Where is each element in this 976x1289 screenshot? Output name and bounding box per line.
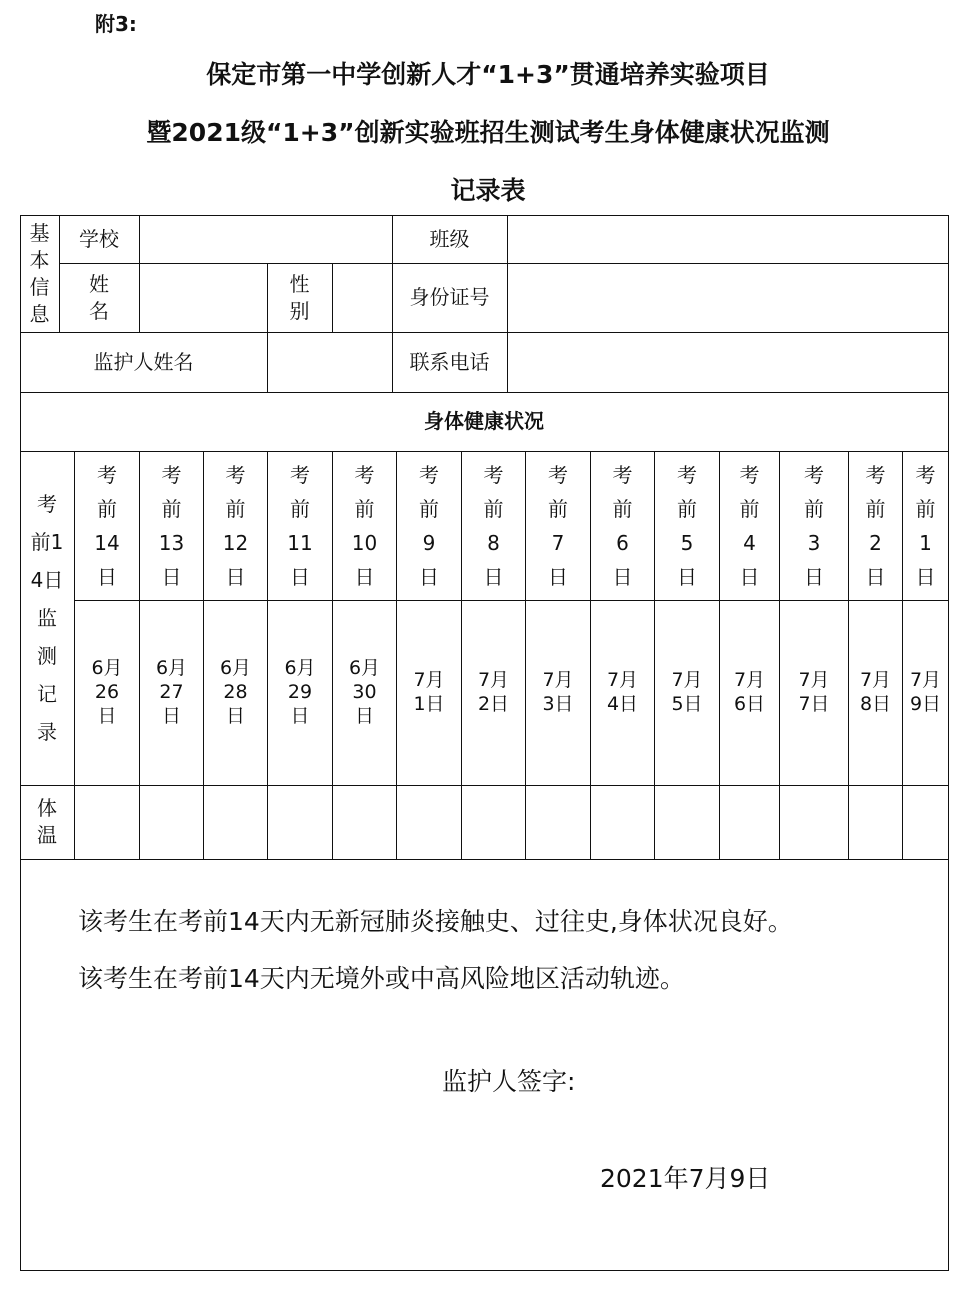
day-header-suffix: 日 xyxy=(225,564,246,589)
day-header-prefix: 考 xyxy=(97,462,117,487)
day-date-cell xyxy=(849,601,902,785)
id-number-label: 身份证号 xyxy=(409,285,490,309)
day-header-mid: 前 xyxy=(612,496,633,521)
day-date: 6月27日 xyxy=(155,657,188,727)
day-header-9 xyxy=(591,452,654,600)
day-header-num: 12 xyxy=(222,530,249,555)
temperature-cell[interactable] xyxy=(591,786,654,859)
temperature-cell[interactable] xyxy=(75,786,139,859)
day-date: 7月3日 xyxy=(542,669,574,715)
day-header-mid: 前 xyxy=(419,496,439,521)
day-date: 7月8日 xyxy=(859,669,892,715)
day-header-num: 9 xyxy=(422,530,436,555)
day-header-13 xyxy=(849,452,902,600)
temperature-cell[interactable] xyxy=(780,786,848,859)
phone-label: 联系电话 xyxy=(409,349,490,374)
name-label: 姓名 xyxy=(89,271,109,323)
day-header-6 xyxy=(397,452,461,600)
day-header-2 xyxy=(140,452,203,600)
day-header-suffix: 日 xyxy=(419,564,439,589)
day-header-mid: 前 xyxy=(354,496,375,521)
temperature-cell[interactable] xyxy=(268,786,332,859)
day-header-14 xyxy=(903,452,948,600)
day-header-8 xyxy=(526,452,590,600)
title-line-2: 暨2021级“1+3”创新实验班招生测试考生身体健康状况监测 xyxy=(146,118,830,147)
day-header-mid: 前 xyxy=(915,496,936,521)
day-header-10 xyxy=(655,452,719,600)
day-header-suffix: 日 xyxy=(612,564,633,589)
guardian-signature-label: 监护人签字: xyxy=(442,1067,576,1096)
temperature-cell[interactable] xyxy=(204,786,267,859)
day-header-suffix: 日 xyxy=(161,564,182,589)
day-header-3 xyxy=(204,452,267,600)
day-date: 7月6日 xyxy=(733,669,766,715)
day-header-1 xyxy=(75,452,139,600)
day-header-num: 2 xyxy=(869,530,882,555)
day-header-suffix: 日 xyxy=(677,564,697,589)
day-header-prefix: 考 xyxy=(865,462,886,487)
day-date-cell xyxy=(526,601,590,785)
day-date-cell xyxy=(397,601,461,785)
day-date: 6月29日 xyxy=(284,657,316,727)
day-header-suffix: 日 xyxy=(483,564,504,589)
day-date: 7月4日 xyxy=(606,669,639,715)
basic-info-section-label: 基本信息 xyxy=(29,221,50,326)
day-date-cell xyxy=(268,601,332,785)
day-header-mid: 前 xyxy=(225,496,246,521)
day-date: 7月2日 xyxy=(477,669,510,715)
day-date-cell xyxy=(720,601,779,785)
day-date: 7月5日 xyxy=(671,669,703,715)
day-date: 7月1日 xyxy=(413,669,445,715)
day-date: 6月28日 xyxy=(219,657,252,727)
day-header-mid: 前 xyxy=(804,496,824,521)
temperature-cell[interactable] xyxy=(655,786,719,859)
day-header-num: 5 xyxy=(680,530,694,555)
attachment-label: 附3: xyxy=(95,12,137,36)
gender-label: 性别 xyxy=(289,271,310,323)
day-header-mid: 前 xyxy=(865,496,886,521)
day-header-7 xyxy=(462,452,525,600)
day-date-cell xyxy=(655,601,719,785)
health-status-heading: 身体健康状况 xyxy=(424,409,544,433)
declaration-line-1: 该考生在考前14天内无新冠肺炎接触史、过往史,身体状况良好。 xyxy=(78,907,793,936)
day-header-num: 11 xyxy=(287,530,313,555)
declaration-line-2: 该考生在考前14天内无境外或中高风险地区活动轨迹。 xyxy=(78,964,685,993)
day-date-cell xyxy=(591,601,654,785)
day-date: 7月9日 xyxy=(909,669,942,715)
temperature-cell[interactable] xyxy=(140,786,203,859)
day-header-num: 8 xyxy=(487,530,500,555)
day-header-suffix: 日 xyxy=(97,564,117,589)
day-header-prefix: 考 xyxy=(419,462,439,487)
day-date-cell xyxy=(333,601,396,785)
day-header-num: 13 xyxy=(158,530,185,555)
day-header-prefix: 考 xyxy=(225,462,246,487)
day-header-num: 3 xyxy=(807,530,821,555)
day-header-mid: 前 xyxy=(97,496,117,521)
day-header-mid: 前 xyxy=(290,496,310,521)
day-header-suffix: 日 xyxy=(548,564,568,589)
day-header-mid: 前 xyxy=(483,496,504,521)
day-header-4 xyxy=(268,452,332,600)
day-header-num: 4 xyxy=(743,530,756,555)
day-header-prefix: 考 xyxy=(548,462,568,487)
day-header-11 xyxy=(720,452,779,600)
day-date: 6月30日 xyxy=(348,657,381,727)
title-line-1: 保定市第一中学创新人才“1+3”贯通培养实验项目 xyxy=(206,60,770,89)
name-field[interactable] xyxy=(139,263,267,332)
day-date: 7月7日 xyxy=(798,669,830,715)
temperature-cell[interactable] xyxy=(397,786,461,859)
day-header-prefix: 考 xyxy=(677,462,697,487)
day-header-prefix: 考 xyxy=(804,462,824,487)
day-header-12 xyxy=(780,452,848,600)
day-header-prefix: 考 xyxy=(483,462,504,487)
day-date-cell xyxy=(75,601,139,785)
day-header-prefix: 考 xyxy=(739,462,760,487)
day-date-cell xyxy=(903,601,948,785)
temperature-label: 体温 xyxy=(37,796,57,847)
day-header-prefix: 考 xyxy=(161,462,182,487)
day-header-suffix: 日 xyxy=(865,564,886,589)
day-header-5 xyxy=(333,452,396,600)
day-header-mid: 前 xyxy=(548,496,568,521)
temperature-cell[interactable] xyxy=(333,786,396,859)
day-header-prefix: 考 xyxy=(354,462,375,487)
day-date-cell xyxy=(462,601,525,785)
day-date-cell xyxy=(140,601,203,785)
day-header-suffix: 日 xyxy=(739,564,760,589)
day-header-mid: 前 xyxy=(677,496,697,521)
phone-field[interactable] xyxy=(507,332,948,392)
day-header-num: 7 xyxy=(551,530,565,555)
title-line-3: 记录表 xyxy=(450,176,526,205)
record-section-label: 考前14日监测记录 xyxy=(30,492,64,744)
day-header-suffix: 日 xyxy=(915,564,936,589)
school-field[interactable] xyxy=(139,215,392,263)
temperature-cell[interactable] xyxy=(849,786,902,859)
day-header-mid: 前 xyxy=(161,496,182,521)
day-header-suffix: 日 xyxy=(804,564,824,589)
day-date: 6月26日 xyxy=(91,657,123,727)
day-date-cell xyxy=(204,601,267,785)
temperature-cell[interactable] xyxy=(903,786,948,859)
day-header-num: 10 xyxy=(351,530,378,555)
day-header-num: 1 xyxy=(919,530,932,555)
day-header-mid: 前 xyxy=(739,496,760,521)
temperature-cell[interactable] xyxy=(720,786,779,859)
signature-date: 2021年7月9日 xyxy=(600,1164,771,1193)
class-label: 班级 xyxy=(429,226,470,251)
day-header-num: 6 xyxy=(616,530,629,555)
day-header-num: 14 xyxy=(94,530,120,555)
school-label: 学校 xyxy=(79,226,119,251)
day-header-prefix: 考 xyxy=(612,462,633,487)
class-field[interactable] xyxy=(507,215,948,263)
day-header-prefix: 考 xyxy=(915,462,936,487)
guardian-name-field[interactable] xyxy=(267,332,392,392)
temperature-cell[interactable] xyxy=(462,786,525,859)
day-header-suffix: 日 xyxy=(354,564,375,589)
day-header-prefix: 考 xyxy=(290,462,310,487)
day-date-cell xyxy=(780,601,848,785)
id-number-field[interactable] xyxy=(507,263,948,332)
gender-field[interactable] xyxy=(332,263,392,332)
day-header-suffix: 日 xyxy=(290,564,310,589)
temperature-cell[interactable] xyxy=(526,786,590,859)
guardian-name-label: 监护人姓名 xyxy=(93,349,194,374)
